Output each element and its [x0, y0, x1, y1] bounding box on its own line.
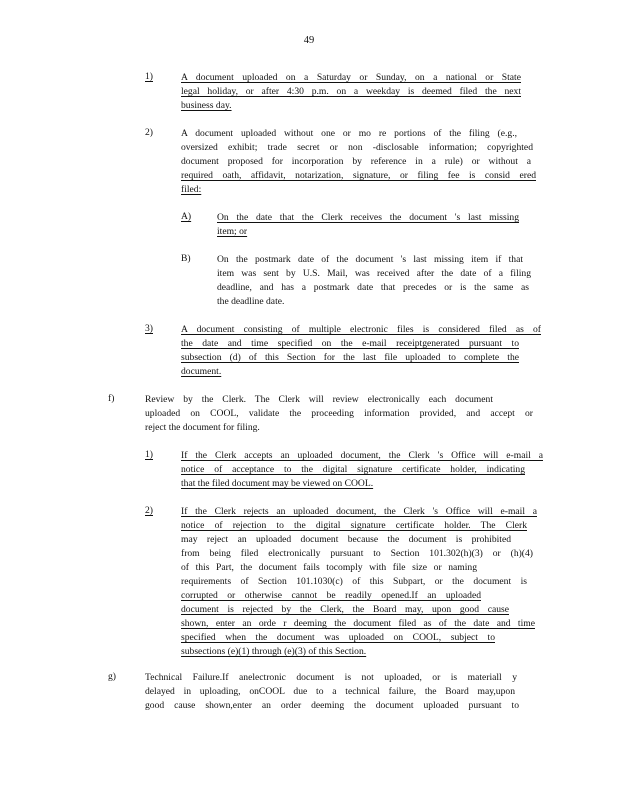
item-line: the deadline date.: [217, 296, 285, 307]
item-marker: 2): [145, 127, 153, 138]
item-line: the date and time specified on the e-mail receiptgenerated pursuant to: [181, 338, 519, 349]
item-marker: 1): [145, 71, 153, 82]
item-line: legal holiday, or after 4:30 p.m. on a weekday is deemed filed the next: [181, 86, 521, 97]
item-marker: A): [181, 211, 192, 222]
item-line: specified when the document was uploaded on COOL, subject to: [181, 632, 495, 643]
item-line: document.: [181, 366, 222, 377]
item-line: Technical Failure.If anelectronic document is not uploaded, or is materiall y: [145, 672, 517, 683]
item-marker: 3): [145, 323, 153, 334]
item-line: item was sent by U.S. Mail, was received after the date of a filing: [217, 268, 531, 279]
item-line: of this Part, the document fails tocomply with file size or naming: [181, 562, 477, 573]
item-line: deadline, and has a postmark date that precedes or is the same as: [217, 282, 529, 293]
item-line: reject the document for filing.: [145, 422, 260, 433]
item-marker: 1): [145, 449, 153, 460]
item-line: document is rejected by the Clerk, the Board may, upon good cause: [181, 604, 509, 615]
item-line: A document consisting of multiple electronic files is considered filed as of: [181, 324, 541, 335]
item-line: good cause shown,enter an order deeming the document uploaded pursuant to: [145, 700, 519, 711]
item-line: requirements of Section 101.1030(c) of this Subpart, or the document is: [181, 576, 527, 587]
item-line: required oath, affidavit, notarization, signature, or filing fee is consid ered: [181, 170, 536, 181]
item-line: subsection (d) of this Section for the last file uploaded to complete the: [181, 352, 519, 363]
item-line: uploaded on COOL, validate the proceeding information provided, and accept or: [145, 408, 533, 419]
item-line: On the date that the Clerk receives the document 's last missing: [217, 212, 519, 223]
item-marker: 2): [145, 505, 153, 516]
item-line: may reject an uploaded document because the document is prohibited: [181, 534, 511, 545]
item-line: Review by the Clerk. The Clerk will review electronically each document: [145, 394, 493, 405]
item-line: from being filed electronically pursuant to Section 101.302(h)(3) or (h)(4): [181, 548, 533, 559]
item-line: delayed in uploading, onCOOL due to a technical failure, the Board may,upon: [145, 686, 515, 697]
item-line: If the Clerk accepts an uploaded document, the Clerk 's Office will e-mail a: [181, 450, 543, 461]
item-marker: f): [108, 393, 115, 404]
item-line: On the postmark date of the document 's last missing item if that: [217, 254, 523, 265]
item-line: corrupted or otherwise cannot be readily opened.If an uploaded: [181, 590, 481, 601]
item-line: that the filed document may be viewed on COOL.: [181, 478, 374, 489]
item-line: notice of acceptance to the digital signature certificate holder, indicating: [181, 464, 525, 475]
item-marker: B): [181, 253, 191, 264]
item-line: item; or: [217, 226, 248, 237]
item-line: shown, enter an orde r deeming the document filed as of the date and time: [181, 618, 535, 629]
item-line: subsections (e)(1) through (e)(3) of this Section.: [181, 646, 367, 657]
item-line: filed:: [181, 184, 202, 195]
item-line: A document uploaded on a Saturday or Sunday, on a national or State: [181, 72, 521, 83]
item-line: business day.: [181, 100, 232, 111]
item-marker: g): [108, 671, 116, 682]
page-number: 49: [303, 35, 315, 46]
item-line: A document uploaded without one or mo re portions of the filing (e.g.,: [181, 128, 517, 139]
item-line: document proposed for incorporation by reference in a rule) or without a: [181, 156, 531, 167]
item-line: If the Clerk rejects an uploaded document, the Clerk 's Office will e-mail a: [181, 506, 537, 517]
item-line: oversized exhibit; trade secret or non -disclosable information; copyrighted: [181, 142, 533, 153]
item-line: notice of rejection to the digital signature certificate holder. The Clerk: [181, 520, 527, 531]
